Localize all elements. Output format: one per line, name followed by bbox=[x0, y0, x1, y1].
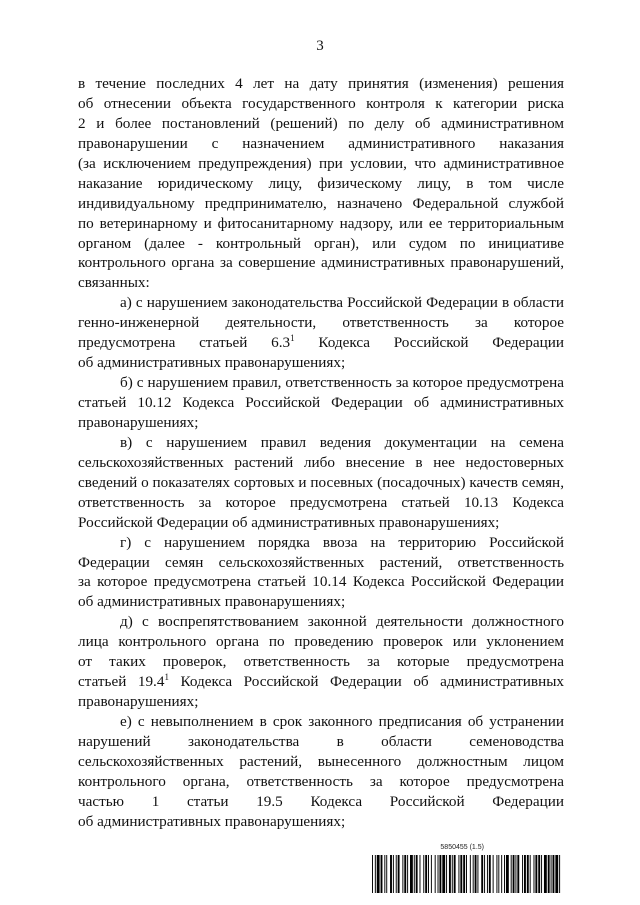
barcode-bar bbox=[466, 855, 467, 893]
text-line-content: предусмотрена статьей 6.3 bbox=[78, 334, 291, 352]
text-line bbox=[78, 214, 564, 234]
text-line-content: нарушений законодательства в области семеноводства bbox=[78, 732, 564, 750]
text-line bbox=[78, 553, 564, 573]
barcode-number: 5850455 (1.5) bbox=[440, 844, 484, 851]
text-line-content: правонарушениях; bbox=[78, 693, 199, 711]
barcode-bar bbox=[449, 855, 451, 893]
text-line-content: статьей 19.4 bbox=[78, 673, 165, 691]
barcode-bar bbox=[548, 855, 550, 893]
text-line-content: лица контрольного органа по проведению проверок или уклонением bbox=[78, 633, 564, 651]
text-line-content: от таких проверок, ответственность за которые предусмотрена bbox=[78, 653, 564, 671]
barcode-bar bbox=[393, 855, 394, 893]
barcode-bar bbox=[377, 855, 380, 893]
text-line-content: контрольного органа за совершение административных правонарушений, bbox=[78, 254, 564, 272]
barcode-bar bbox=[559, 855, 560, 893]
barcode-bar bbox=[517, 855, 519, 893]
barcode-bar bbox=[438, 855, 439, 893]
page-number: 3 bbox=[316, 38, 324, 54]
barcode-bar bbox=[506, 855, 509, 893]
text-line bbox=[78, 812, 564, 832]
barcode-bar bbox=[511, 855, 512, 893]
text-line bbox=[78, 154, 564, 174]
text-line-content: об административных правонарушениях; bbox=[78, 354, 346, 372]
text-line-content: е) с невыполнением в срок законного предписания об устранении bbox=[120, 713, 564, 730]
barcode-bar bbox=[386, 855, 387, 893]
barcode-image bbox=[372, 855, 562, 893]
text-line bbox=[78, 74, 564, 94]
barcode-bar bbox=[402, 855, 403, 893]
barcode-bar bbox=[498, 855, 499, 893]
barcode-bar bbox=[423, 855, 424, 893]
text-line bbox=[78, 313, 564, 333]
text-line bbox=[78, 592, 564, 612]
text-line bbox=[78, 373, 564, 393]
barcode-bar bbox=[475, 855, 477, 893]
text-line bbox=[78, 772, 564, 792]
barcode-bar bbox=[372, 855, 373, 893]
barcode-bar bbox=[501, 855, 502, 893]
text-line bbox=[78, 253, 564, 273]
barcode-bar bbox=[477, 855, 478, 893]
text-line-content: связанных: bbox=[78, 274, 150, 292]
barcode-bar bbox=[470, 855, 471, 893]
barcode-bar bbox=[420, 855, 421, 893]
text-line bbox=[78, 513, 564, 533]
barcode-bar bbox=[524, 855, 526, 893]
text-line bbox=[78, 493, 564, 513]
barcode-bar bbox=[407, 855, 408, 893]
barcode-bar bbox=[446, 855, 447, 893]
text-line-content: ответственность за которое предусмотрена статьей 10.13 Кодекса bbox=[78, 493, 564, 511]
text-line-content: д) с воспрепятствованием законной деятельности должностного bbox=[120, 613, 564, 631]
barcode-bar bbox=[496, 855, 497, 893]
barcode-bar bbox=[534, 855, 535, 893]
barcode-bar bbox=[544, 855, 547, 893]
barcode-bar bbox=[439, 855, 441, 893]
barcode-bar bbox=[458, 855, 459, 893]
text-line-continuation: Кодекса Российской Федерации об административных bbox=[168, 673, 564, 691]
text-line bbox=[78, 174, 564, 194]
text-line-content: частью 1 статьи 19.5 Кодекса Российской Федерации bbox=[78, 792, 564, 810]
barcode-bar bbox=[489, 855, 491, 893]
text-line bbox=[78, 792, 564, 812]
barcode-bar bbox=[553, 855, 555, 893]
text-line bbox=[78, 234, 564, 254]
barcode-bar bbox=[428, 855, 429, 893]
barcode-bar bbox=[390, 855, 392, 893]
barcode-bar bbox=[487, 855, 488, 893]
barcode-bar bbox=[513, 855, 515, 893]
barcode-bar bbox=[541, 855, 542, 893]
barcode-bar bbox=[522, 855, 523, 893]
text-line bbox=[78, 473, 564, 493]
text-line bbox=[78, 94, 564, 114]
text-line bbox=[78, 652, 564, 672]
barcode-bar bbox=[493, 855, 494, 893]
text-line-content: в) с нарушением правил ведения документации на семена bbox=[120, 433, 564, 451]
text-line-content: об административных правонарушениях; bbox=[78, 812, 346, 830]
text-line-content: сельскохозяйственных растений, вынесенного должностным лицом bbox=[78, 752, 564, 770]
text-line bbox=[78, 333, 564, 353]
text-line-content: об административных правонарушениях; bbox=[78, 593, 346, 611]
text-line-continuation: Кодекса Российской Федерации bbox=[294, 334, 564, 352]
superscript: 1 bbox=[290, 333, 295, 344]
text-line-content: генно-инженерной деятельности, ответственность за которое bbox=[78, 314, 564, 332]
text-line-content: правонарушениях; bbox=[78, 413, 199, 431]
text-line bbox=[78, 353, 564, 373]
text-line-content: правонарушении с назначением административного наказания bbox=[78, 134, 564, 152]
barcode-bar bbox=[551, 855, 552, 893]
text-line bbox=[78, 433, 564, 453]
barcode-bar bbox=[460, 855, 462, 893]
text-line bbox=[78, 632, 564, 652]
text-line-content: Российской Федерации об административных правонарушениях; bbox=[78, 513, 500, 531]
text-line-content: контрольного органа, ответственность за которое предусмотрена bbox=[78, 772, 564, 790]
text-line bbox=[78, 672, 564, 692]
text-line-content: наказание юридическому лицу, физическому лицу, в том числе bbox=[78, 174, 564, 192]
barcode-bar bbox=[555, 855, 558, 893]
text-line-content: индивидуальному предпринимателю, назначено Федеральной службой bbox=[78, 194, 564, 212]
barcode-bar bbox=[473, 855, 474, 893]
barcode-bar bbox=[504, 855, 505, 893]
text-line bbox=[78, 533, 564, 553]
text-line-content: сельскохозяйственных растений либо внесение в нее недостоверных bbox=[78, 453, 564, 471]
text-line-content: б) с нарушением правил, ответственность за которое предусмотрена bbox=[120, 374, 564, 392]
text-line-content: об отнесении объекта государственного контроля к категории риска bbox=[78, 94, 564, 112]
text-line-content: за которое предусмотрена статьей 10.14 Кодекса Российской Федерации bbox=[78, 573, 564, 591]
barcode-bar bbox=[463, 855, 465, 893]
text-line-content: органом (далее - контрольный орган), или судом по инициативе bbox=[78, 234, 564, 252]
text-line bbox=[78, 712, 564, 732]
barcode-bar bbox=[515, 855, 516, 893]
barcode-block bbox=[372, 843, 562, 895]
barcode-bar bbox=[384, 855, 385, 893]
text-line-content: статьей 10.12 Кодекса Российской Федерации об административных bbox=[78, 394, 564, 411]
text-line bbox=[78, 293, 564, 313]
text-line-content: г) с нарушением порядка ввоза на территорию Российской bbox=[120, 533, 564, 551]
superscript: 1 bbox=[164, 672, 169, 683]
barcode-bar bbox=[535, 855, 537, 893]
text-line-content: сведений о показателях сортовых и посевных (посадочных) качеств семян, bbox=[78, 473, 564, 491]
text-line bbox=[78, 752, 564, 772]
text-line bbox=[78, 453, 564, 473]
text-line bbox=[78, 572, 564, 592]
barcode-bar bbox=[410, 855, 413, 893]
text-line bbox=[78, 393, 564, 413]
barcode-bar bbox=[381, 855, 383, 893]
text-line bbox=[78, 134, 564, 154]
text-line-content: (за исключением предупреждения) при условии, что административное bbox=[78, 154, 564, 172]
text-line bbox=[78, 692, 564, 712]
barcode-bar bbox=[527, 855, 529, 893]
text-line bbox=[78, 114, 564, 134]
barcode-bar bbox=[530, 855, 531, 893]
text-line-content: по ветеринарному и фитосанитарному надзору, или ее территориальным bbox=[78, 214, 564, 232]
barcode-bar bbox=[404, 855, 406, 893]
text-line bbox=[78, 612, 564, 632]
text-line-content: а) с нарушением законодательства Российской Федерации в области bbox=[120, 294, 564, 312]
text-line bbox=[78, 194, 564, 214]
text-line bbox=[78, 273, 564, 293]
barcode-bar bbox=[442, 855, 445, 893]
barcode-bar bbox=[425, 855, 427, 893]
barcode-bar bbox=[431, 855, 432, 893]
barcode-bar bbox=[375, 855, 376, 893]
text-line-content: 2 и более постановлений (решений) по делу об административном bbox=[78, 114, 564, 132]
text-line bbox=[78, 413, 564, 433]
barcode-bar bbox=[452, 855, 453, 893]
barcode-bar bbox=[414, 855, 415, 893]
barcode-bar bbox=[416, 855, 418, 893]
barcode-bar bbox=[435, 855, 436, 893]
barcode-bar bbox=[454, 855, 456, 893]
barcode-bar bbox=[398, 855, 400, 893]
barcode-bar bbox=[538, 855, 540, 893]
barcode-bar bbox=[484, 855, 485, 893]
text-line-content: Федерации семян сельскохозяйственных растений, ответственность bbox=[78, 553, 564, 571]
barcode-bar bbox=[481, 855, 483, 893]
barcode-bar bbox=[396, 855, 397, 893]
text-line bbox=[78, 732, 564, 752]
body-text bbox=[78, 74, 564, 832]
text-line-content: в течение последних 4 лет на дату принятия (изменения) решения bbox=[78, 75, 564, 92]
